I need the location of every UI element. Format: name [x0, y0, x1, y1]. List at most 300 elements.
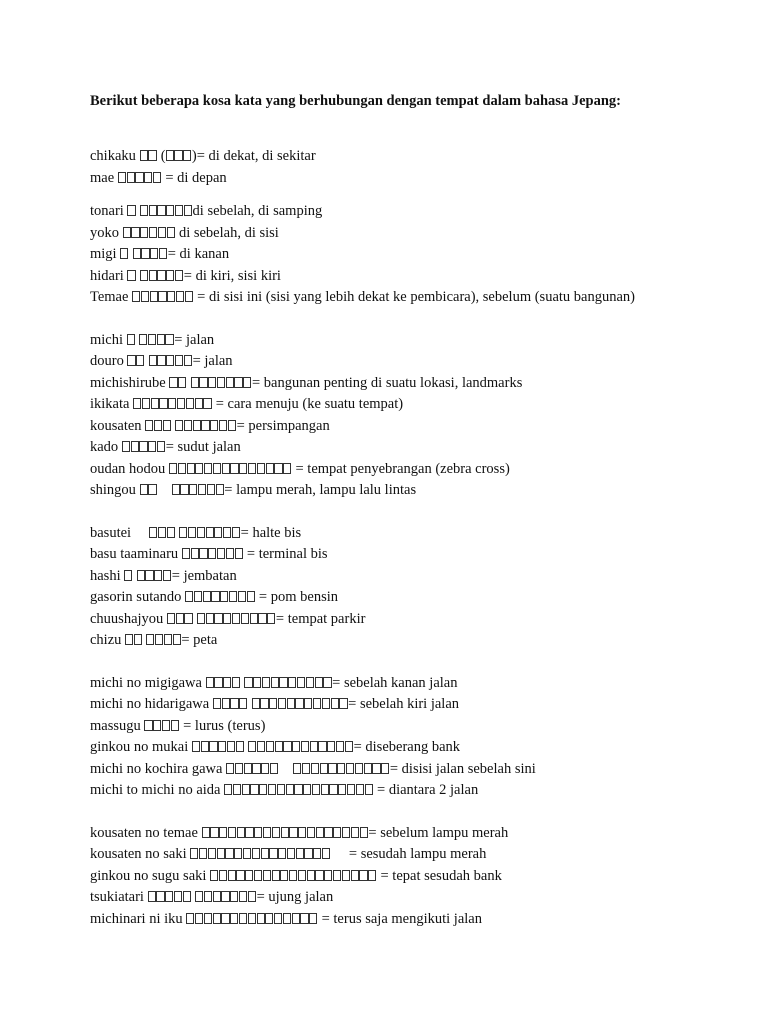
missing-glyph-box [219, 420, 227, 431]
missing-glyph-box [292, 913, 300, 924]
vocab-text: mae [90, 169, 118, 186]
missing-glyph-box [184, 613, 192, 624]
missing-glyph-box [222, 463, 230, 474]
missing-glyph-box [268, 784, 276, 795]
missing-glyph-box [302, 763, 310, 774]
missing-glyph-box [238, 591, 246, 602]
vocab-line [90, 866, 635, 888]
missing-glyph-box [324, 827, 332, 838]
missing-glyph-box [267, 613, 275, 624]
missing-glyph-box [355, 763, 363, 774]
missing-glyph-box [164, 634, 172, 645]
vocab-text: ginkou no mukai [90, 739, 192, 755]
missing-glyph-box [248, 913, 256, 924]
vocab-text: michi to michi no aida [90, 782, 225, 798]
missing-glyph-box [233, 784, 241, 795]
missing-glyph-box [239, 463, 247, 474]
missing-glyph-box [123, 227, 131, 238]
missing-glyph-box [289, 827, 297, 838]
missing-glyph-box [261, 763, 269, 774]
vocab-text: hashi [90, 567, 125, 584]
missing-glyph-box [180, 484, 188, 495]
missing-glyph-box [329, 784, 337, 795]
missing-glyph-box [356, 784, 364, 795]
missing-glyph-box [372, 763, 380, 774]
missing-glyph-box [339, 698, 347, 709]
missing-glyph-box [145, 420, 153, 431]
vocab-line [90, 823, 635, 845]
missing-glyph-box [140, 150, 148, 161]
vocab-line [90, 673, 635, 695]
group-spacer [90, 502, 635, 523]
missing-glyph-box [139, 441, 147, 452]
vocab-text: = sebelah kiri jalan [348, 696, 460, 712]
missing-glyph-box [157, 205, 165, 216]
vocab-text: = diseberang bank [353, 739, 461, 755]
vocab-line [90, 737, 635, 759]
missing-glyph-box [122, 441, 130, 452]
missing-glyph-box [141, 291, 149, 302]
missing-glyph-box [203, 398, 211, 409]
missing-glyph-box [297, 677, 305, 688]
missing-glyph-box [239, 698, 247, 709]
missing-glyph-box [224, 784, 232, 795]
missing-glyph-box [248, 463, 256, 474]
vocab-text: = peta [181, 632, 218, 648]
vocab-text: = jalan [192, 353, 233, 369]
missing-glyph-box [226, 548, 234, 559]
missing-glyph-box [206, 613, 214, 624]
vocab-line [90, 459, 635, 481]
missing-glyph-box [145, 570, 153, 581]
vocab-text: = sudut jalan [165, 439, 241, 455]
missing-glyph-box [165, 891, 173, 902]
missing-glyph-box [167, 291, 175, 302]
vocab-text: michi no hidarigawa [90, 696, 213, 712]
missing-glyph-box [142, 398, 150, 409]
missing-glyph-box [157, 441, 165, 452]
missing-glyph-box [204, 463, 212, 474]
group-spacer [90, 189, 635, 201]
vocab-text: di sebelah, di samping [192, 203, 323, 219]
missing-glyph-box [190, 848, 198, 859]
missing-glyph-box [150, 248, 158, 259]
missing-glyph-box [144, 720, 152, 731]
missing-glyph-box [278, 698, 286, 709]
missing-glyph-box [211, 591, 219, 602]
vocab-text: hidari [90, 267, 128, 284]
missing-glyph-box [359, 870, 367, 881]
missing-glyph-box [140, 227, 148, 238]
missing-glyph-box [235, 763, 243, 774]
missing-glyph-box [243, 377, 251, 388]
missing-glyph-box [322, 848, 330, 859]
missing-glyph-box [149, 527, 157, 538]
missing-glyph-box [333, 870, 341, 881]
missing-glyph-box [274, 913, 282, 924]
missing-glyph-box [140, 205, 148, 216]
missing-glyph-box [206, 677, 214, 688]
missing-glyph-box [226, 377, 234, 388]
vocab-line [90, 630, 635, 652]
missing-glyph-box [213, 463, 221, 474]
missing-glyph-box [158, 291, 166, 302]
missing-glyph-box [342, 827, 350, 838]
missing-glyph-box [157, 334, 165, 345]
vocab-text [157, 482, 172, 498]
group-spacer [90, 309, 635, 330]
missing-glyph-box [262, 677, 270, 688]
missing-glyph-box [288, 677, 296, 688]
missing-glyph-box [257, 913, 265, 924]
missing-glyph-box [278, 848, 286, 859]
missing-glyph-box [146, 634, 154, 645]
vocab-text: ikikata [90, 396, 134, 412]
vocab-text: oudan hodou [90, 460, 169, 477]
missing-glyph-box [127, 355, 135, 366]
vocab-text: = bangunan penting di suatu lokasi, landmarks [252, 374, 523, 391]
missing-glyph-box [153, 720, 161, 731]
vocab-line [90, 609, 635, 631]
missing-glyph-box [174, 891, 182, 902]
missing-glyph-box [293, 763, 301, 774]
missing-glyph-box [228, 827, 236, 838]
missing-glyph-box [345, 741, 353, 752]
missing-glyph-box [127, 205, 135, 216]
vocab-line [90, 168, 635, 190]
vocab-line [90, 201, 635, 223]
missing-glyph-box [178, 377, 186, 388]
missing-glyph-box [235, 548, 243, 559]
missing-glyph-box [266, 463, 274, 474]
missing-glyph-box [234, 377, 242, 388]
vocab-line [90, 759, 635, 781]
missing-glyph-box [269, 848, 277, 859]
missing-glyph-box [298, 827, 306, 838]
missing-glyph-box [244, 763, 252, 774]
missing-glyph-box [155, 634, 163, 645]
missing-glyph-box [173, 634, 181, 645]
missing-glyph-box [248, 741, 256, 752]
missing-glyph-box [222, 698, 230, 709]
missing-glyph-box [166, 205, 174, 216]
vocab-text: michinari ni iku [90, 910, 187, 927]
missing-glyph-box [295, 698, 303, 709]
vocab-text: )= di dekat, di sekitar [191, 148, 316, 164]
missing-glyph-box [229, 591, 237, 602]
missing-glyph-box [283, 463, 291, 474]
vocab-line [90, 266, 635, 288]
missing-glyph-box [252, 698, 260, 709]
missing-glyph-box [327, 741, 335, 752]
missing-glyph-box [216, 484, 224, 495]
missing-glyph-box [310, 741, 318, 752]
missing-glyph-box [258, 613, 266, 624]
vocab-line [90, 844, 635, 866]
missing-glyph-box [223, 677, 231, 688]
missing-glyph-box [197, 613, 205, 624]
missing-glyph-box [227, 741, 235, 752]
missing-glyph-box [187, 463, 195, 474]
missing-glyph-box [265, 913, 273, 924]
missing-glyph-box [127, 172, 135, 183]
missing-glyph-box [254, 827, 262, 838]
vocab-line [90, 716, 635, 738]
missing-glyph-box [271, 677, 279, 688]
missing-glyph-box [204, 891, 212, 902]
missing-glyph-box [148, 334, 156, 345]
missing-glyph-box [131, 441, 139, 452]
missing-glyph-box [221, 913, 229, 924]
missing-glyph-box [322, 698, 330, 709]
missing-glyph-box [365, 784, 373, 795]
missing-glyph-box [125, 634, 133, 645]
missing-glyph-box [184, 355, 192, 366]
missing-glyph-box [127, 334, 135, 345]
missing-glyph-box [217, 848, 225, 859]
missing-glyph-box [169, 377, 177, 388]
missing-glyph-box [239, 913, 247, 924]
missing-glyph-box [292, 741, 300, 752]
vocab-line [90, 244, 635, 266]
missing-glyph-box [133, 248, 141, 259]
missing-glyph-box [188, 527, 196, 538]
vocab-text: = disisi jalan sebelah sini [389, 760, 536, 777]
missing-glyph-box [127, 270, 135, 281]
missing-glyph-box [301, 741, 309, 752]
missing-glyph-box [149, 355, 157, 366]
missing-glyph-box [232, 527, 240, 538]
missing-glyph-box [307, 827, 315, 838]
missing-glyph-box [230, 698, 238, 709]
missing-glyph-box [204, 913, 212, 924]
missing-glyph-box [300, 913, 308, 924]
vocabulary-list [90, 146, 635, 930]
missing-glyph-box [184, 205, 192, 216]
missing-glyph-box [351, 870, 359, 881]
missing-glyph-box [134, 634, 142, 645]
missing-glyph-box [208, 377, 216, 388]
missing-glyph-box [318, 741, 326, 752]
missing-glyph-box [228, 870, 236, 881]
missing-glyph-box [167, 613, 175, 624]
missing-glyph-box [260, 698, 268, 709]
missing-glyph-box [223, 527, 231, 538]
missing-glyph-box [272, 870, 280, 881]
missing-glyph-box [245, 870, 253, 881]
missing-glyph-box [321, 784, 329, 795]
missing-glyph-box [166, 270, 174, 281]
vocab-text: ginkou no sugu saki [90, 867, 211, 884]
missing-glyph-box [118, 172, 126, 183]
missing-glyph-box [220, 591, 228, 602]
missing-glyph-box [214, 527, 222, 538]
missing-glyph-box [191, 548, 199, 559]
missing-glyph-box [167, 527, 175, 538]
missing-glyph-box [274, 463, 282, 474]
missing-glyph-box [253, 677, 261, 688]
missing-glyph-box [280, 870, 288, 881]
vocab-text: basu taaminaru [90, 546, 182, 562]
missing-glyph-box [171, 720, 179, 731]
missing-glyph-box [149, 227, 157, 238]
missing-glyph-box [151, 398, 159, 409]
vocab-text: = sesudah lampu merah [330, 846, 487, 862]
missing-glyph-box [261, 848, 269, 859]
vocab-text: = terus saja mengikuti jalan [317, 910, 482, 927]
missing-glyph-box [175, 205, 183, 216]
missing-glyph-box [320, 763, 328, 774]
vocab-text: basutei [90, 524, 150, 541]
vocab-text: chizu [90, 632, 126, 648]
vocab-text: = tempat parkir [275, 610, 366, 627]
missing-glyph-box [154, 420, 162, 431]
missing-glyph-box [179, 527, 187, 538]
missing-glyph-box [175, 270, 183, 281]
vocab-text: kado [90, 439, 122, 455]
missing-glyph-box [210, 420, 218, 431]
missing-glyph-box [328, 763, 336, 774]
vocab-text: = terminal bis [243, 546, 328, 562]
missing-glyph-box [192, 741, 200, 752]
missing-glyph-box [149, 205, 157, 216]
vocab-text: kousaten no saki [90, 846, 191, 862]
document-heading: Berikut beberapa kosa kata yang berhubungan dengan tempat dalam bahasa Jepang: [90, 93, 621, 109]
vocab-line [90, 587, 635, 609]
vocab-line [90, 887, 635, 909]
missing-glyph-box [303, 784, 311, 795]
missing-glyph-box [351, 827, 359, 838]
missing-glyph-box [183, 891, 191, 902]
vocab-line [90, 394, 635, 416]
missing-glyph-box [279, 677, 287, 688]
missing-glyph-box [287, 698, 295, 709]
missing-glyph-box [207, 484, 215, 495]
missing-glyph-box [158, 527, 166, 538]
missing-glyph-box [214, 677, 222, 688]
missing-glyph-box [194, 591, 202, 602]
group-spacer [90, 652, 635, 673]
missing-glyph-box [213, 891, 221, 902]
vocab-text: = cara menuju (ke suatu tempat) [212, 396, 404, 412]
missing-glyph-box [217, 548, 225, 559]
missing-glyph-box [162, 720, 170, 731]
missing-glyph-box [163, 570, 171, 581]
vocab-text: yoko [90, 224, 123, 241]
missing-glyph-box [195, 913, 203, 924]
missing-glyph-box [242, 784, 250, 795]
missing-glyph-box [313, 848, 321, 859]
missing-glyph-box [312, 784, 320, 795]
missing-glyph-box [195, 463, 203, 474]
missing-glyph-box [234, 848, 242, 859]
missing-glyph-box [157, 270, 165, 281]
missing-glyph-box [247, 591, 255, 602]
missing-glyph-box [120, 248, 128, 259]
missing-glyph-box [364, 763, 372, 774]
missing-glyph-box [182, 548, 190, 559]
missing-glyph-box [213, 913, 221, 924]
missing-glyph-box [244, 677, 252, 688]
missing-glyph-box [225, 848, 233, 859]
missing-glyph-box [208, 848, 216, 859]
missing-glyph-box [289, 870, 297, 881]
missing-glyph-box [199, 548, 207, 559]
missing-glyph-box [136, 355, 144, 366]
missing-glyph-box [172, 484, 180, 495]
missing-glyph-box [209, 741, 217, 752]
missing-glyph-box [153, 172, 161, 183]
missing-glyph-box [338, 784, 346, 795]
missing-glyph-box [203, 591, 211, 602]
missing-glyph-box [342, 870, 350, 881]
missing-glyph-box [186, 398, 194, 409]
missing-glyph-box [336, 741, 344, 752]
missing-glyph-box [283, 741, 291, 752]
missing-glyph-box [175, 420, 183, 431]
missing-glyph-box [191, 377, 199, 388]
missing-glyph-box [243, 848, 251, 859]
vocab-line [90, 351, 635, 373]
missing-glyph-box [248, 891, 256, 902]
vocab-text: = jembatan [171, 567, 237, 584]
missing-glyph-box [124, 570, 132, 581]
missing-glyph-box [252, 763, 260, 774]
missing-glyph-box [166, 150, 174, 161]
missing-glyph-box [250, 613, 258, 624]
vocab-line [90, 373, 635, 395]
missing-glyph-box [144, 172, 152, 183]
vocab-line [90, 416, 635, 438]
missing-glyph-box [360, 827, 368, 838]
missing-glyph-box [236, 870, 244, 881]
missing-glyph-box [315, 870, 323, 881]
vocab-line [90, 780, 635, 802]
missing-glyph-box [315, 677, 323, 688]
missing-glyph-box [210, 870, 218, 881]
vocab-text: = diantara 2 jalan [373, 782, 479, 798]
missing-glyph-box [241, 613, 249, 624]
missing-glyph-box [175, 355, 183, 366]
missing-glyph-box [183, 150, 191, 161]
missing-glyph-box [263, 827, 271, 838]
missing-glyph-box [167, 227, 175, 238]
vocab-text: chuushajyou [90, 610, 167, 627]
missing-glyph-box [286, 784, 294, 795]
vocab-text: = jalan [174, 331, 215, 348]
missing-glyph-box [266, 741, 274, 752]
vocab-text: = sebelum lampu merah [368, 824, 509, 841]
missing-glyph-box [206, 527, 214, 538]
missing-glyph-box [252, 848, 260, 859]
missing-glyph-box [154, 570, 162, 581]
missing-glyph-box [263, 870, 271, 881]
missing-glyph-box [184, 420, 192, 431]
missing-glyph-box [347, 784, 355, 795]
missing-glyph-box [185, 291, 193, 302]
group-spacer [90, 802, 635, 823]
missing-glyph-box [189, 484, 197, 495]
vocab-text: chikaku [90, 148, 140, 164]
missing-glyph-box [186, 913, 194, 924]
vocab-line [90, 223, 635, 245]
vocab-text: douro [90, 353, 128, 369]
vocab-text: = tepat sesudah bank [376, 867, 502, 884]
vocab-text: shingou [90, 482, 140, 498]
vocab-text: = di kiri, sisi kiri [183, 267, 281, 284]
vocab-text: = lurus (terus) [179, 717, 266, 734]
vocab-line [90, 909, 635, 931]
